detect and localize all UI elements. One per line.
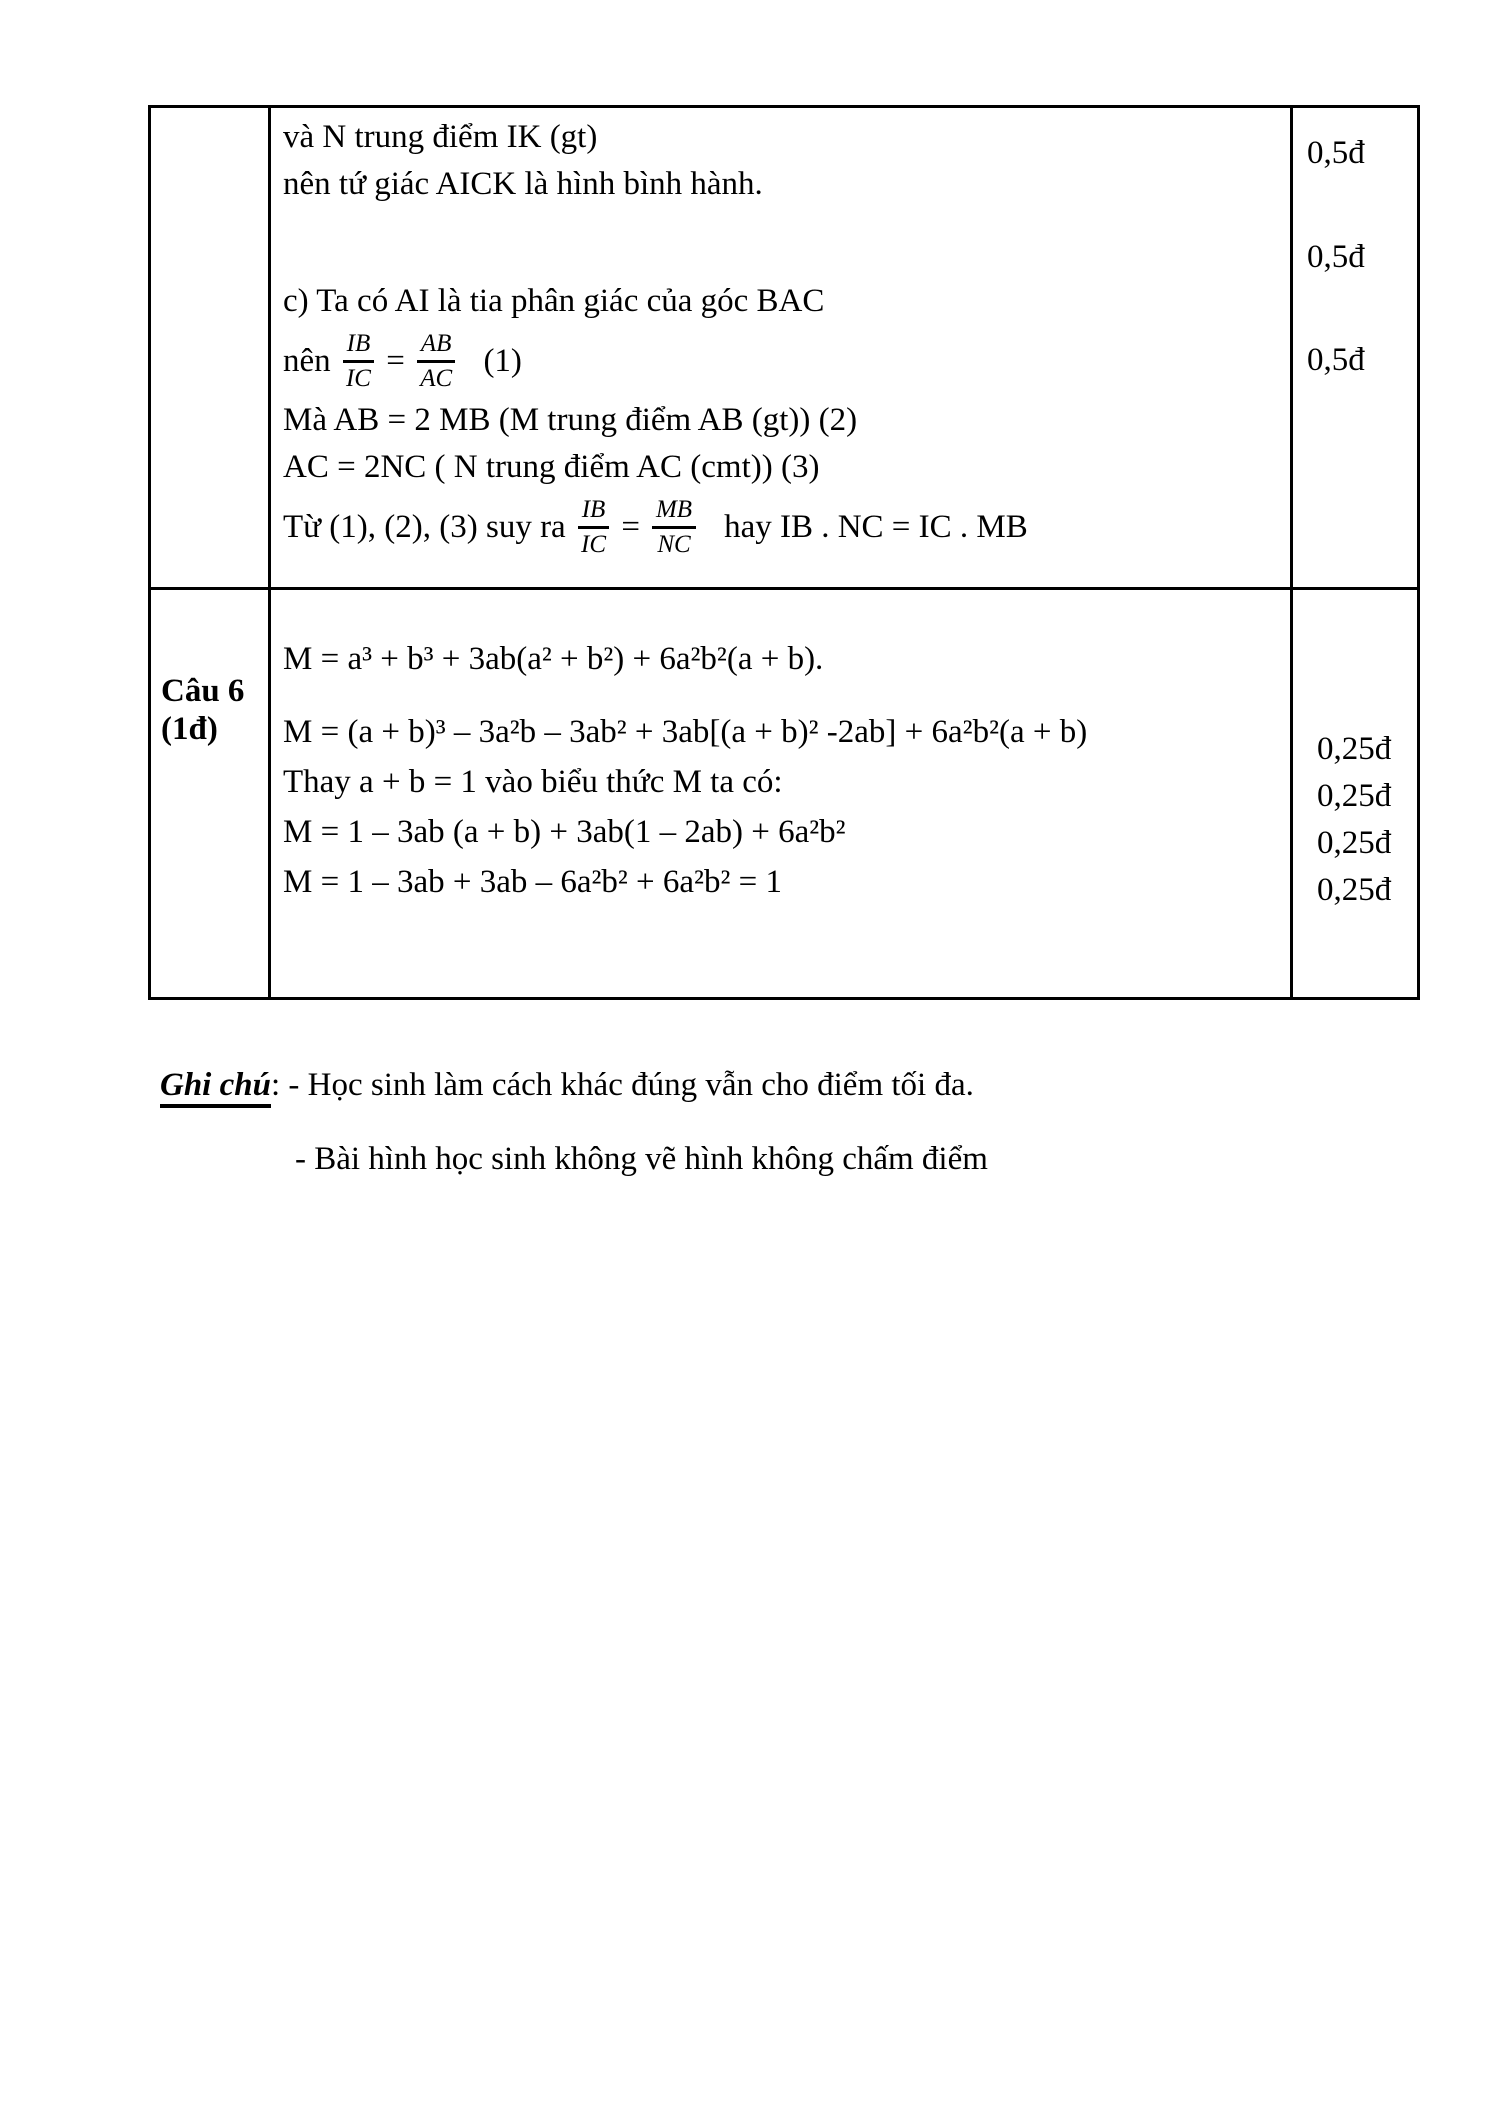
fraction-denominator: IC	[345, 364, 371, 392]
points-value: 0,5đ	[1307, 239, 1365, 275]
fraction	[417, 330, 456, 392]
fraction-numerator: AB	[417, 330, 456, 363]
solution-line: Mà AB = 2 MB (M trung điểm AB (gt)) (2)	[283, 402, 858, 438]
solution-line: AC = 2NC ( N trung điểm AC (cmt)) (3)	[283, 449, 820, 485]
fraction-denominator: AC	[420, 364, 453, 392]
question-number: Câu 6	[161, 673, 245, 709]
fraction-equation-line	[283, 325, 1282, 397]
blank-space	[283, 208, 1282, 278]
points-value: 0,5đ	[1307, 342, 1365, 378]
equation-line: M = a³ + b³ + 3ab(a² + b²) + 6a²b²(a + b).	[283, 641, 824, 677]
points-value: 0,25đ	[1317, 872, 1392, 908]
points-value: 0,25đ	[1317, 731, 1392, 767]
fraction-equation-line	[283, 491, 1282, 563]
table-row-continuation	[150, 107, 1419, 589]
blank-space	[283, 683, 1282, 707]
row1-question-label-cell	[150, 107, 270, 589]
points-value: 0,5đ	[1307, 135, 1365, 171]
solution-line: nên tứ giác AICK là hình bình hành.	[283, 166, 763, 202]
table-row-cau-6	[150, 589, 1419, 999]
notes-section	[160, 1062, 988, 1177]
row2-points-cell	[1292, 589, 1419, 999]
equation-suffix: hay IB . NC = IC . MB	[724, 508, 1028, 545]
equation-line: M = 1 – 3ab (a + b) + 3ab(1 – 2ab) + 6a²b²	[283, 814, 846, 850]
solution-line: và N trung điểm IK (gt)	[283, 119, 598, 155]
equation-prefix: nên	[283, 342, 331, 379]
row2-solution-cell	[270, 589, 1292, 999]
grading-rubric-table	[148, 105, 1420, 1000]
fraction-denominator: NC	[657, 530, 691, 558]
equals-sign: =	[386, 342, 405, 379]
points-value: 0,25đ	[1317, 825, 1392, 861]
fraction-numerator: MB	[652, 496, 696, 529]
fraction-denominator: IC	[581, 530, 607, 558]
row1-solution-cell	[270, 107, 1292, 589]
note-text: : - Học sinh làm cách khác đúng vẫn cho điểm tối đa.	[270, 1067, 974, 1103]
fraction	[578, 496, 610, 558]
row1-points-cell	[1292, 107, 1419, 589]
equation-prefix: Từ (1), (2), (3) suy ra	[283, 508, 566, 545]
equation-line: M = 1 – 3ab + 3ab – 6a²b² + 6a²b² = 1	[283, 864, 782, 900]
note-line-1	[160, 1062, 974, 1109]
equals-sign: =	[621, 508, 640, 545]
equation-suffix: (1)	[483, 342, 522, 379]
fraction	[652, 496, 696, 558]
note-line-2: - Bài hình học sinh không vẽ hình không chấm điểm	[295, 1141, 988, 1177]
fraction-numerator: IB	[578, 496, 610, 529]
row2-question-label-cell	[150, 589, 270, 999]
solution-line: c) Ta có AI là tia phân giác của góc BAC	[283, 283, 825, 319]
equation-line: M = (a + b)³ – 3a²b – 3ab² + 3ab[(a + b)² -2ab] + 6a²b²(a + b)	[283, 714, 1088, 750]
question-points: (1đ)	[161, 711, 218, 747]
note-label: Ghi chú	[160, 1067, 271, 1108]
fraction-numerator: IB	[343, 330, 375, 363]
points-value: 0,25đ	[1317, 778, 1392, 814]
fraction	[343, 330, 375, 392]
equation-line: Thay a + b = 1 vào biểu thức M ta có:	[283, 764, 783, 800]
